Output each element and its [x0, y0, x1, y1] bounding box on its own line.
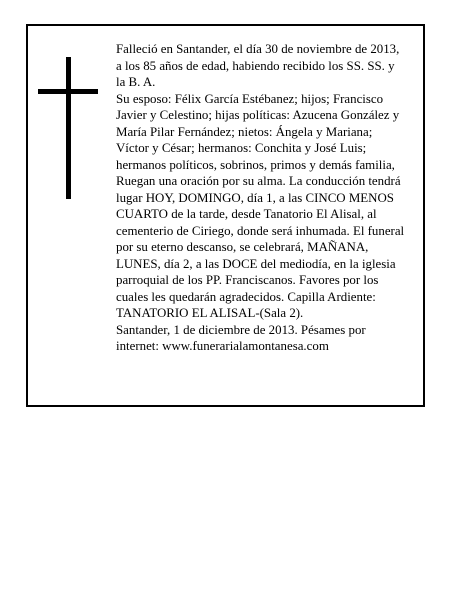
- text-line: Javier y Celestino; hijas políticas: Azucena González y: [116, 108, 400, 122]
- text-line: cuales les quedarán agradecidos. Capilla Ardiente:: [116, 289, 376, 304]
- text-line: Ruegan una oración por su alma. La conducción tendrá: [116, 174, 401, 188]
- text-line: Falleció en Santander, el día 30 de noviembre de 2013,: [116, 42, 400, 56]
- text-line: a los 85 años de edad, habiendo recibido los SS. SS. y: [116, 58, 395, 73]
- cross-vertical-bar: [66, 57, 71, 199]
- text-line: lugar HOY, DOMINGO, día 1, a las CINCO MENOS: [116, 190, 394, 205]
- text-line: hermanos políticos, sobrinos, primos y demás familia,: [116, 157, 395, 172]
- cross-horizontal-bar: [38, 89, 98, 94]
- cross-icon: [38, 57, 98, 199]
- text-line: TANATORIO EL ALISAL-(Sala 2).: [116, 306, 304, 320]
- text-line: Santander, 1 de diciembre de 2013. Pésames por: [116, 322, 366, 337]
- text-line: CUARTO de la tarde, desde Tanatorio El Alisal, al: [116, 207, 377, 221]
- text-line: LUNES, día 2, a las DOCE del mediodía, en la iglesia: [116, 256, 396, 271]
- text-line: María Pilar Fernández; nietos: Ángela y Mariana;: [116, 124, 373, 139]
- text-line: cementerio de Ciriego, donde será inhumada. El funeral: [116, 223, 405, 238]
- obituary-notice-frame: [26, 24, 425, 407]
- text-line: internet: www.funerarialamontanesa.com: [116, 339, 329, 353]
- text-line: Su esposo: Félix García Estébanez; hijos; Francisco: [116, 91, 384, 106]
- text-line: Víctor y César; hermanos: Conchita y José Luis;: [116, 141, 367, 155]
- text-line: parroquial de los PP. Franciscanos. Favores por los: [116, 273, 379, 287]
- text-line: por su eterno descanso, se celebrará, MAÑANA,: [116, 240, 369, 254]
- text-line: la B. A.: [116, 75, 156, 89]
- obituary-text: [116, 41, 420, 355]
